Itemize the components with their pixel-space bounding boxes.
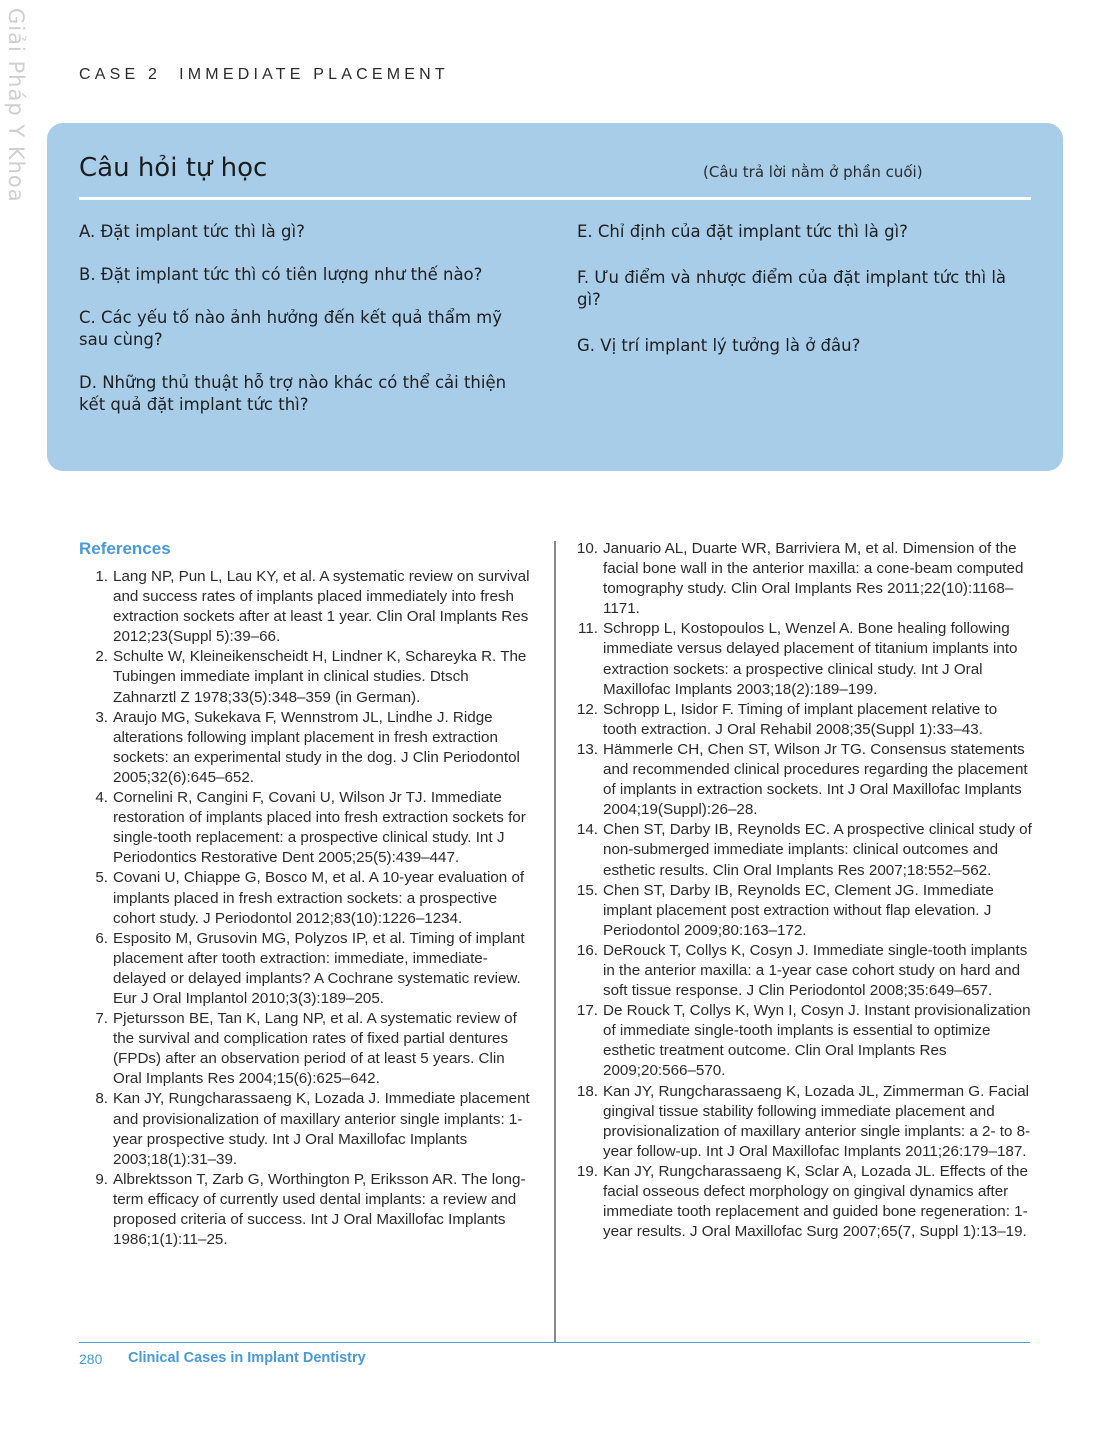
reference-number: 13.	[576, 740, 598, 758]
reference-text: Araujo MG, Sukekava F, Wennstrom JL, Lindhe J. Ridge alterations following implant placement in fresh extraction sockets: an experimental study in the dog. J Clin Periodontol 2005;32(6):645–652.	[113, 708, 520, 786]
reference-number: 3.	[95, 708, 108, 726]
reference-text: Chen ST, Darby IB, Reynolds EC, Clement JG. Immediate implant placement post extraction without flap elevation. J Periodontol 2009;80:163–172.	[603, 881, 994, 939]
reference-number: 10.	[576, 540, 598, 557]
reference-item	[572, 740, 1032, 820]
reference-text: Kan JY, Rungcharassaeng K, Lozada J. Immediate placement and provisionalization of maxillary anterior single implants: 1-year prospective study. Int J Oral Maxillofac Implants 2003;18(1):31–39.	[113, 1090, 530, 1168]
reference-text: Pjetursson BE, Tan K, Lang NP, et al. A systematic review of the survival and complication rates of fixed partial dentures (FPDs) after an observation period of at least 5 years. Clin Oral Implants Res 2004;15(6):625–642.	[113, 1010, 517, 1088]
reference-number: 5.	[95, 869, 108, 887]
questions-title: Câu hỏi tự học	[79, 153, 268, 183]
question-item: E. Chỉ định của đặt implant tức thì là gì?	[577, 222, 908, 241]
reference-text: Schropp L, Kostopoulos L, Wenzel A. Bone healing following immediate versus delayed placement of titanium implants into extraction sockets: a prospective clinical study. Int J Oral Maxillofac Implants 2003;18(2):189–199.	[603, 620, 1018, 698]
reference-number: 16.	[576, 941, 598, 959]
reference-text: Chen ST, Darby IB, Reynolds EC. A prospective clinical study of non-submerged immediate implants: clinical outcomes and esthetic results. Clin Oral Implants Res 2007;18:552–562.	[603, 821, 1032, 879]
reference-text: Kan JY, Rungcharassaeng K, Sclar A, Lozada JL. Effects of the facial osseous defect morphology on gingival dynamics after immediate tooth replacement and guided bone regeneration: 1-year results. J Oral Maxillofac Surg 2007;65(7, Suppl 1):13–19.	[603, 1162, 1028, 1241]
references-right-column	[572, 539, 1032, 1242]
case-label: CASE 2	[79, 66, 162, 83]
reference-number: 14.	[576, 821, 598, 839]
reference-number: 12.	[576, 700, 598, 718]
self-study-questions-box	[47, 123, 1063, 471]
reference-text: Cornelini R, Cangini F, Covani U, Wilson Jr TJ. Immediate restoration of implants placed into fresh extraction sockets for single-tooth replacement: a prospective clinical study. Int J Periodontics Restorative Dent 2005;25(5):439–447.	[113, 789, 526, 867]
question-item: C. Các yếu tố nào ảnh hưởng đến kết quả thẩm mỹ sau cùng?	[79, 308, 502, 349]
reference-text: Hämmerle CH, Chen ST, Wilson Jr TG. Consensus statements and recommended clinical procedures regarding the placement of implants in extraction sockets. Int J Oral Maxillofac Implants 2004;19(Suppl):26–28.	[603, 740, 1028, 819]
reference-text: Covani U, Chiappe G, Bosco M, et al. A 10-year evaluation of implants placed in fresh extraction sockets: a prospective cohort study. J Periodontol 2012;83(10):1226–1234.	[113, 869, 525, 927]
answers-note: (Câu trả lời nằm ở phần cuối)	[703, 163, 923, 181]
page-number: 280	[79, 1351, 103, 1367]
reference-item	[80, 647, 536, 707]
reference-text: DeRouck T, Collys K, Cosyn J. Immediate single-tooth implants in the anterior maxilla: a 1-year case cohort study on hard and soft tissue response. J Clin Periodontol 2008;35:649–657.	[603, 941, 1028, 1000]
reference-item	[572, 1082, 1032, 1162]
reference-item	[80, 708, 536, 788]
reference-item	[572, 881, 1032, 941]
reference-item	[572, 700, 1032, 740]
reference-text: Esposito M, Grusovin MG, Polyzos IP, et al. Timing of implant placement after tooth extraction: immediate, immediate-delayed or delayed implants? A Cochrane systematic review. Eur J Oral Implantol 2010;3(3):189–205.	[113, 929, 525, 1007]
reference-item	[80, 929, 536, 1009]
question-item: D. Những thủ thuật hỗ trợ nào khác có thể cải thiện kết quả đặt implant tức thì?	[79, 373, 507, 414]
column-divider	[554, 541, 556, 1343]
reference-number: 17.	[576, 1002, 598, 1020]
reference-number: 4.	[95, 789, 108, 807]
reference-text: Lang NP, Pun L, Lau KY, et al. A systematic review on survival and success rates of implants placed immediately into fresh extraction sockets after at least 1 year. Clin Oral Implants Res 2012;23(Suppl 5):39–66.	[113, 568, 530, 646]
running-head	[79, 66, 449, 84]
reference-item	[572, 539, 1032, 619]
reference-number: 11.	[578, 620, 598, 638]
reference-item	[572, 1162, 1032, 1242]
reference-item	[80, 1009, 536, 1089]
watermark-text: Giải Pháp Y Khoa	[4, 8, 28, 203]
reference-text: Januario AL, Duarte WR, Barriviera M, et al. Dimension of the facial bone wall in the anterior maxilla: a cone-beam computed tomography study. Clin Oral Implants Res 2011;22(10):1168–1171.	[603, 540, 1024, 618]
chapter-title: IMMEDIATE PLACEMENT	[179, 66, 449, 83]
reference-text: De Rouck T, Collys K, Wyn I, Cosyn J. Instant provisionalization of immediate single-tooth implants is essential to optimize esthetic treatment outcome. Clin Oral Implants Res 2009;20:566–570.	[603, 1002, 1031, 1080]
reference-number: 2.	[95, 648, 108, 666]
reference-number: 18.	[576, 1082, 598, 1100]
references-left-column	[80, 567, 536, 1250]
reference-number: 1.	[95, 568, 108, 585]
reference-item	[80, 868, 536, 928]
questions-left-column	[79, 221, 519, 437]
reference-item	[572, 941, 1032, 1001]
questions-right-column	[577, 221, 1027, 381]
reference-item	[572, 619, 1032, 699]
question-item: F. Ưu điểm và nhược điểm của đặt implant tức thì là gì?	[577, 268, 1007, 309]
reference-text: Schropp L, Isidor F. Timing of implant placement relative to tooth extraction. J Oral Rehabil 2008;35(Suppl 1):33–43.	[603, 700, 998, 738]
reference-number: 6.	[95, 929, 108, 947]
reference-item	[80, 1170, 536, 1250]
question-item: G. Vị trí implant lý tưởng là ở đâu?	[577, 336, 861, 355]
reference-number: 7.	[95, 1010, 108, 1028]
footer-rule	[79, 1342, 1030, 1343]
question-item: A. Đặt implant tức thì là gì?	[79, 222, 305, 241]
reference-number: 19.	[576, 1162, 598, 1180]
reference-text: Schulte W, Kleineikenscheidt H, Lindner K, Schareyka R. The Tubingen immediate implant in clinical studies. Dtsch Zahnarztl Z 1978;33(5):348–359 (in German).	[113, 648, 527, 706]
reference-text: Kan JY, Rungcharassaeng K, Lozada JL, Zimmerman G. Facial gingival tissue stability following immediate placement and provisionalization of maxillary anterior single implants: a 2- to 8-year follow-up. Int J Oral Maxillofac Implants 2011;26:179–187.	[603, 1082, 1031, 1160]
reference-item	[572, 1001, 1032, 1081]
reference-number: 9.	[95, 1170, 108, 1188]
reference-item	[80, 1089, 536, 1169]
book-title: Clinical Cases in Implant Dentistry	[128, 1350, 366, 1366]
references-heading: References	[79, 539, 171, 558]
reference-number: 8.	[95, 1090, 108, 1108]
question-item: B. Đặt implant tức thì có tiên lượng như thế nào?	[79, 265, 483, 284]
reference-number: 15.	[576, 881, 598, 899]
reference-item	[80, 567, 536, 647]
reference-item	[572, 820, 1032, 880]
reference-item	[80, 788, 536, 868]
reference-text: Albrektsson T, Zarb G, Worthington P, Eriksson AR. The long-term efficacy of currently used dental implants: a review and proposed criteria of success. Int J Oral Maxillofac Implants 1986;1(1):11–25.	[113, 1170, 526, 1249]
title-divider	[79, 197, 1031, 200]
